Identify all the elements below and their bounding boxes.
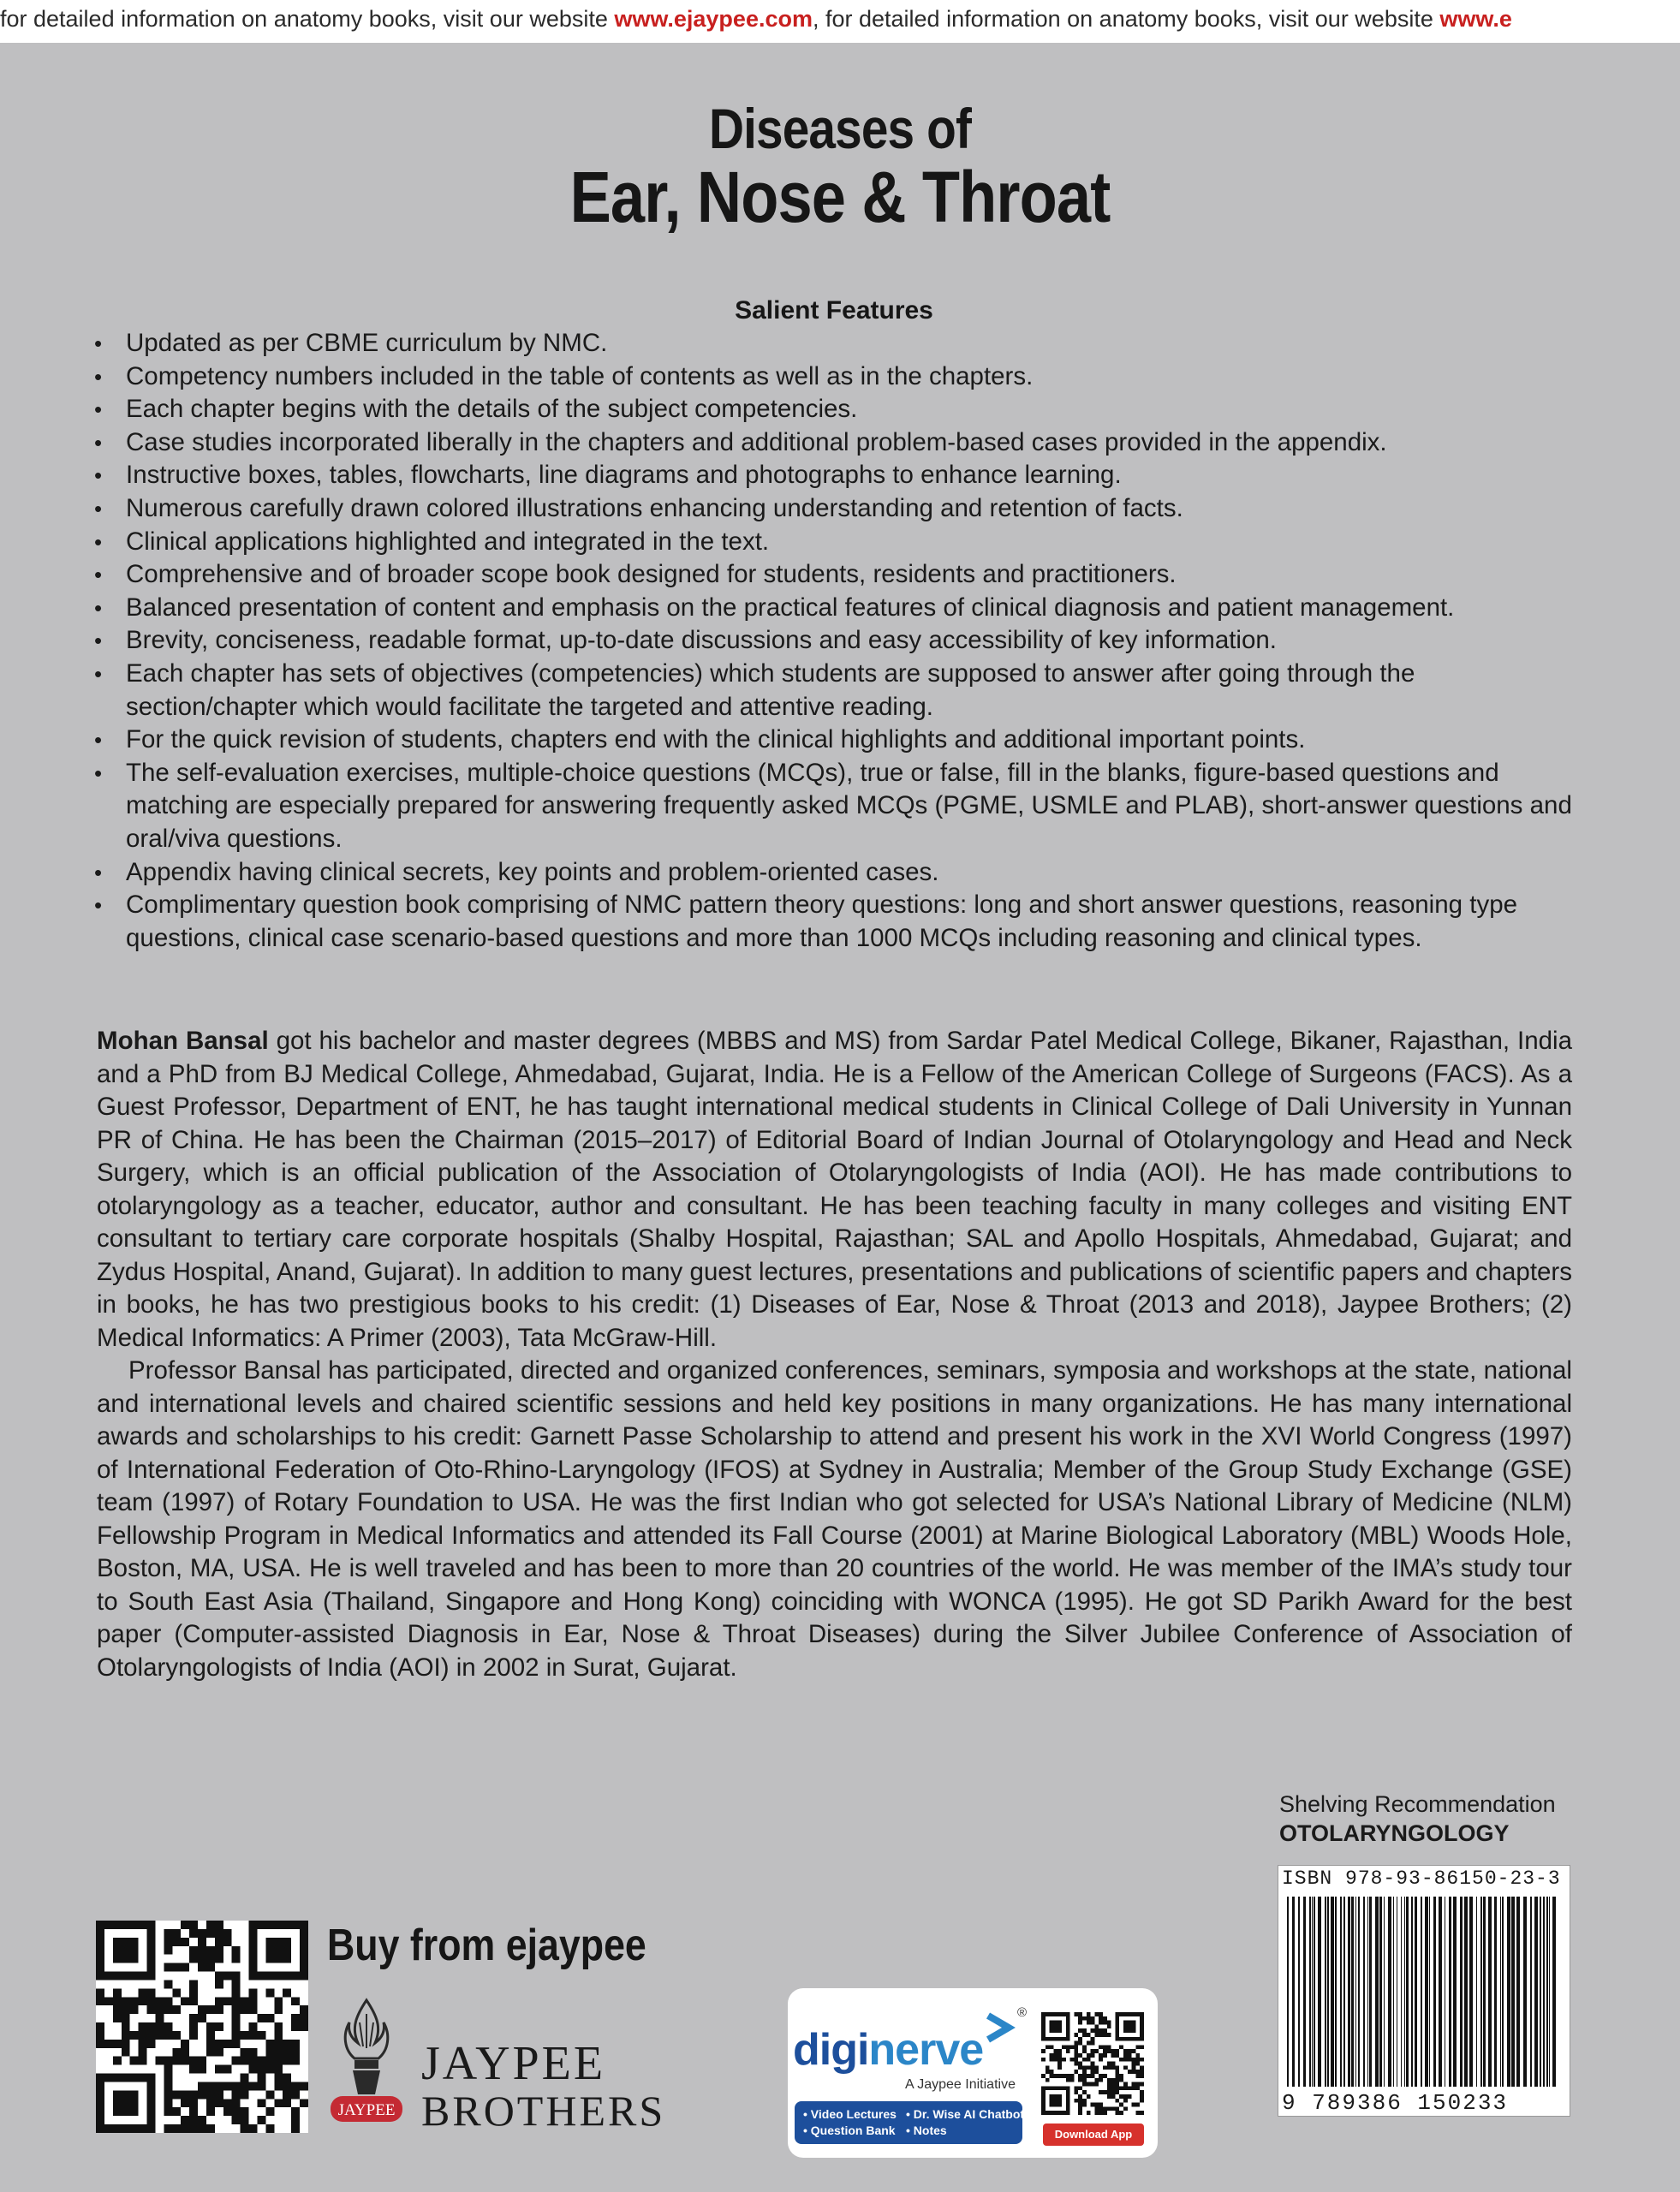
diginerve-feature: • Video Lectures — [803, 2107, 897, 2121]
author-bio-text-1: got his bachelor and master degrees (MBBS and MS) from Sardar Patel Medical College, Bikaner, Rajasthan, India and a PhD from BJ Medical College, Ahmedabad, Gujarat, India. He is a Fellow of the American College of Surgeons (FACS). As a Guest Professor, Department of ENT, he has taught international medical students in Clinical College of Dali University in Yunnan PR of China. He has been the Chairman (2015–2017) of Editorial Board of Indian Journal of Otolaryngology and Head and Neck Surgery, which is an official publication of the Association of Otolaryngologists of India (AOI). He has made contributions to otolaryngology as a teacher, educator, author and consultant. He has been teaching faculty in many colleges and visiting ENT consultant to tertiary care corporate hospitals (Shalby Hospital, Rajasthan; SAL and Apollo Hospitals, Ahmedabad, Gujarat; and Zydus Hospital, Anand, Gujarat). In addition to many guest lectures, presentations and publications of scientific papers and chapters in books, he has two prestigious books to his credit: (1) Diseases of Ear, Nose & Throat (2013 and 2018), Jaypee Brothers; (2) Medical Informatics: A Primer (2003), Tata McGraw-Hill. — [97, 1027, 1572, 1352]
diginerve-features — [795, 2101, 1025, 2144]
diginerve-chevron-icon — [983, 2012, 1017, 2043]
diginerve-feature: • Notes — [906, 2124, 947, 2137]
feature-item: • Balanced presentation of content and emphasis on the practical features of clinical diagnosis and patient management. — [94, 592, 1576, 625]
torch-emblem-icon — [325, 1993, 408, 2135]
publisher-name-line1: JAYPEE — [421, 2037, 606, 2090]
feature-item: • Clinical applications highlighted and integrated in the text. — [94, 526, 1576, 559]
isbn-text: ISBN 978-93-86150-23-3 — [1282, 1867, 1561, 1890]
book-title-line1: Diseases of — [708, 97, 972, 160]
diginerve-feature: • Dr. Wise AI Chatbot — [906, 2107, 1025, 2121]
feature-item: • Comprehensive and of broader scope book designed for students, residents and practitioners. — [94, 558, 1576, 592]
author-bio-paragraph-2: Professor Bansal has participated, directed and organized conferences, seminars, symposia and workshops at the state, national and international levels and chaired scientific sessions and held key positions in many organizations. He has many international awards and scholarships to his credit: Garnett Passe Scholarship to attend and present his work in the XVI World Congress (1997) of International Federation of Oto-Rhino-Laryngology (IFOS) at Sydney in Australia; Member of the Group Study Exchange (GSE) team (1997) of Rotary Foundation to USA. He was the first Indian who got selected for USA’s National Library of Medicine (NLM) Fellowship Program in Medical Informatics and attended its Fall Course (2001) at Marine Biological Laboratory (MBL) Woods Hole, Boston, MA, USA. He is well traveled and has been to more than 20 countries of the world. He was member of the IMA’s study tour to South East Asia (Thailand, Singapore and Hong Kong) coinciding with WONCA (1995). He got SD Parikh Award for the best paper (Computer-assisted Diagnosis in Ear, Nose & Throat Diseases) during the Silver Jubilee Conference of Association of Otolaryngologists of India (AOI) in 2002 in Surat, Gujarat. — [97, 1356, 1572, 1682]
diginerve-logo — [793, 2024, 983, 2076]
buy-from-ejaypee-text: Buy from ejaypee — [327, 1921, 646, 1970]
isbn-barcode — [1278, 1865, 1570, 2117]
feature-item: • For the quick revision of students, chapters end with the clinical highlights and additional important points. — [94, 724, 1576, 757]
publisher-name-line2: BROTHERS — [421, 2087, 666, 2135]
salient-features-list — [94, 327, 1576, 955]
jaypee-badge-text: JAYPEE — [337, 2101, 396, 2119]
author-bio-paragraph-1 — [97, 1025, 1572, 1355]
diginerve-logo-part2: nerve — [868, 2025, 984, 2075]
banner-text-repeat: , for detailed information on anatomy books, visit our website — [812, 6, 1440, 32]
feature-item: • Instructive boxes, tables, flowcharts, line diagrams and photographs to enhance learning. — [94, 459, 1576, 492]
barcode-digits: 9 789386 150233 — [1282, 2090, 1509, 2116]
feature-item: • Brevity, conciseness, readable format, up-to-date discussions and easy accessibility of key information. — [94, 624, 1576, 658]
banner-text: for detailed information on anatomy books, visit our website — [0, 6, 615, 32]
diginerve-qr-code[interactable] — [1041, 2012, 1144, 2115]
download-app-button[interactable]: Download App — [1043, 2124, 1144, 2146]
author-bio — [97, 1025, 1572, 1684]
feature-item: • The self-evaluation exercises, multiple-choice questions (MCQs), true or false, fill in the blanks, figure-based questions and matching are especially prepared for answering frequently asked MCQs (PGME, USMLE and PLAB), short-answer questions and oral/viva questions. — [94, 757, 1576, 856]
banner-url-link[interactable]: www.ejaypee.com — [614, 6, 813, 32]
diginerve-tagline: A Jaypee Initiative — [905, 2077, 1016, 2092]
feature-item: • Each chapter has sets of objectives (competencies) which students are supposed to answer after going through the section/chapter which would facilitate the targeted and attentive reading. — [94, 658, 1576, 724]
feature-item: • Competency numbers included in the table of contents as well as in the chapters. — [94, 360, 1576, 394]
jaypee-logo-emblem — [325, 1993, 408, 2135]
diginerve-feature: • Question Bank — [803, 2124, 896, 2137]
feature-item: • Numerous carefully drawn colored illustrations enhancing understanding and retention of facts. — [94, 492, 1576, 526]
barcode-bars — [1285, 1897, 1564, 2087]
author-name: Mohan Bansal — [97, 1027, 269, 1055]
shelving-label: Shelving Recommendation — [1279, 1791, 1556, 1817]
back-cover — [0, 43, 1680, 2192]
feature-item: • Complimentary question book comprising of NMC pattern theory questions: long and short answer questions, reasoning type questions, clinical case scenario-based questions and more than 1000 MCQs including reasoning and clinical types. — [94, 889, 1576, 955]
feature-item: • Appendix having clinical secrets, key points and problem-oriented cases. — [94, 856, 1576, 890]
feature-item: • Updated as per CBME curriculum by NMC. — [94, 327, 1576, 360]
diginerve-logo-part1: digi — [793, 2025, 869, 2075]
ejaypee-qr-code[interactable] — [96, 1920, 308, 2134]
diginerve-card[interactable] — [788, 1988, 1158, 2158]
feature-item: • Case studies incorporated liberally in the chapters and additional problem-based cases provided in the appendix. — [94, 426, 1576, 460]
website-banner — [0, 0, 1680, 41]
feature-item: • Each chapter begins with the details of the subject competencies. — [94, 393, 1576, 426]
banner-url-link-cut[interactable]: www.e — [1439, 6, 1512, 32]
shelving-recommendation — [1279, 1790, 1556, 1848]
book-title-line2: Ear, Nose & Throat — [569, 157, 1111, 237]
salient-features-heading: Salient Features — [735, 296, 933, 325]
registered-mark: ® — [1017, 2005, 1028, 2020]
shelving-category: OTOLARYNGOLOGY — [1279, 1820, 1510, 1846]
